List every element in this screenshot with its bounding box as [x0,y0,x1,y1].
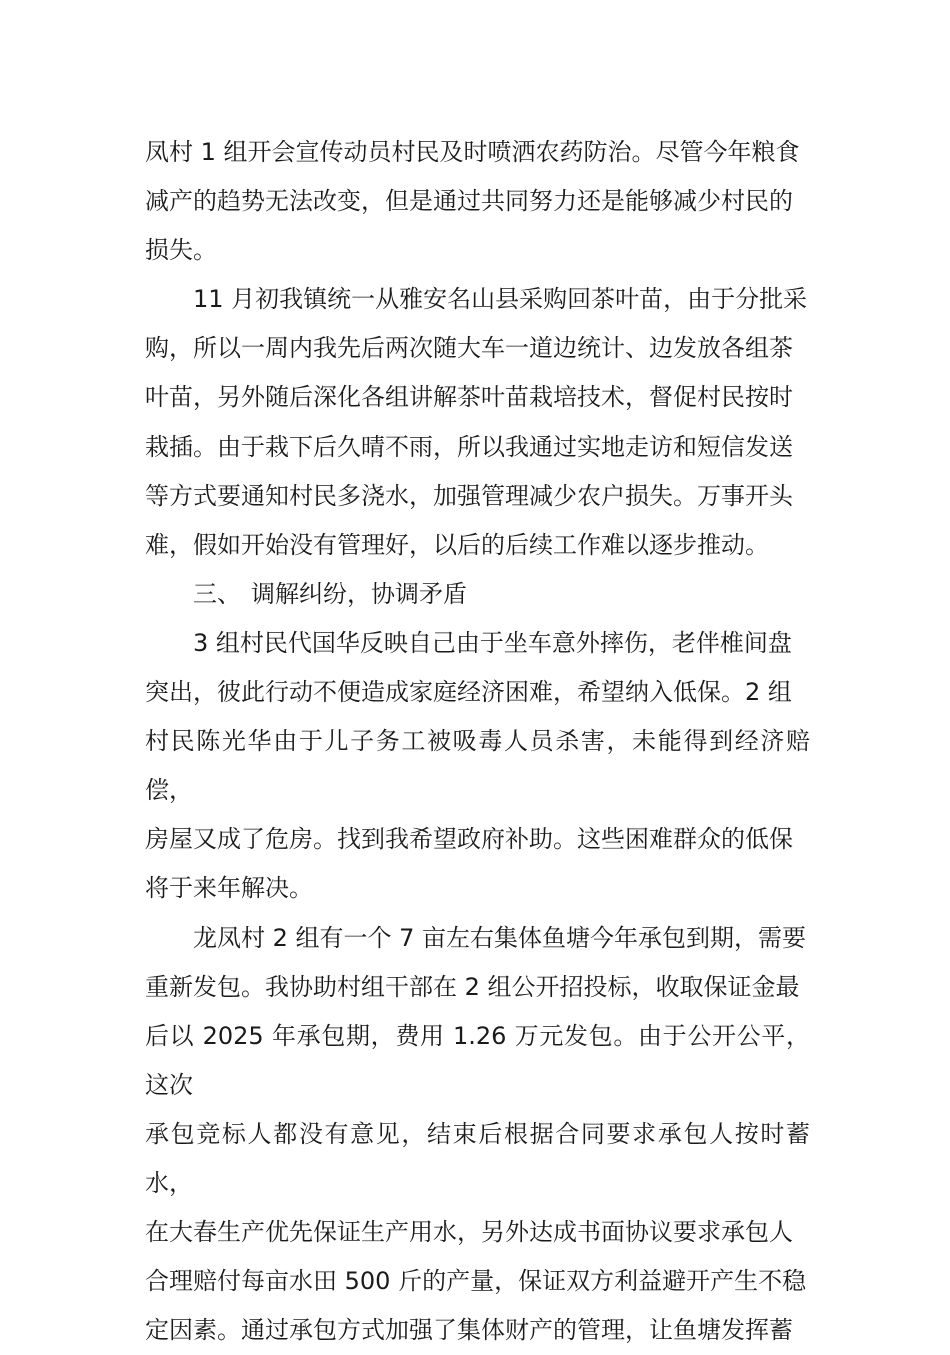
text-line: 重新发包。我协助村组干部在 2 组公开招投标，收取保证金最 [145,973,800,1001]
paragraph-1 [145,128,810,275]
paragraph-4 [145,914,810,1355]
text-line: 承包竞标人都没有意见，结束后根据合同要求承包人按时蓄水， [145,1120,810,1197]
text-line: 村民陈光华由于儿子务工被吸毒人员杀害，未能得到经济赔偿， [145,727,810,804]
text-line: 等方式要通知村民多浇水，加强管理减少农户损失。万事开头 [145,482,793,510]
section-title: 调解纠纷，协调矛盾 [251,570,467,619]
text-line: 在大春生产优先保证生产用水，另外达成书面协议要求承包人 [145,1218,793,1246]
text-line: 3 组村民代国华反映自己由于坐车意外摔伤，老伴椎间盘 [193,629,792,657]
text-line: 将于来年解决。 [145,874,313,902]
text-line: 叶苗，另外随后深化各组讲解茶叶苗栽培技术，督促村民按时 [145,383,793,411]
text-line: 房屋又成了危房。找到我希望政府补助。这些困难群众的低保 [145,825,793,853]
text-line: 损失。 [145,236,217,264]
text-line: 购，所以一周内我先后两次随大车一道边统计、边发放各组茶 [145,334,793,362]
text-line: 突出，彼此行动不便造成家庭经济困难，希望纳入低保。2 组 [145,678,792,706]
text-line: 难，假如开始没有管理好，以后的后续工作难以逐步推动。 [145,531,769,559]
text-line: 定因素。通过承包方式加强了集体财产的管理，让鱼塘发挥蓄 [145,1316,793,1344]
text-line: 合理赔付每亩水田 500 斤的产量，保证双方利益避开产生不稳 [145,1267,806,1295]
text-line: 栽插。由于栽下后久晴不雨，所以我通过实地走访和短信发送 [145,433,793,461]
document-body [145,128,810,1355]
section-number: 三、 [193,570,251,619]
text-line: 减产的趋势无法改变，但是通过共同努力还是能够减少村民的 [145,187,793,215]
paragraph-2 [145,275,810,570]
paragraph-3 [145,619,810,914]
text-line: 凤村 1 组开会宣传动员村民及时喷洒农药防治。尽管今年粮食 [145,138,800,166]
text-line: 后以 2025 年承包期，费用 1.26 万元发包。由于公开公平，这次 [145,1022,810,1099]
text-line: 龙凤村 2 组有一个 7 亩左右集体鱼塘今年承包到期，需要 [193,924,806,952]
text-line: 11 月初我镇统一从雅安名山县采购回茶叶苗，由于分批采 [193,285,807,313]
section-heading-3 [145,570,810,619]
